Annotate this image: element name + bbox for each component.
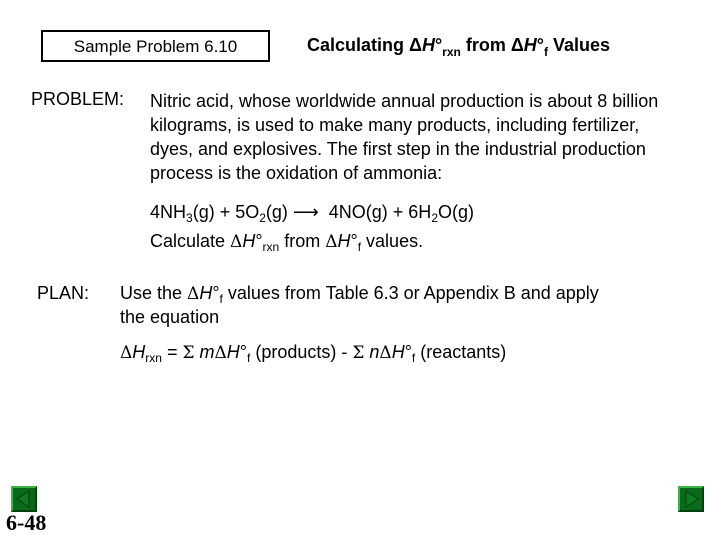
title-part: Calculating Δ <box>307 35 422 55</box>
eq-part: (g) <box>452 202 475 222</box>
eq2-part: (reactants) <box>415 342 507 362</box>
eq-part: (g) <box>365 202 388 222</box>
eq-part: + <box>214 202 236 222</box>
eq2-part: ° <box>404 342 412 362</box>
eq2-part: n <box>364 342 380 362</box>
eq-part: 3 <box>186 211 193 225</box>
eq2-part: Δ <box>379 343 392 363</box>
eq-part: 2 <box>259 211 266 225</box>
reaction-equation <box>150 202 474 225</box>
eq2-part: f <box>411 351 416 365</box>
eq-part: O <box>438 202 453 222</box>
eq-part: + <box>387 202 409 222</box>
page-title <box>307 35 610 59</box>
calc-part: from <box>279 231 326 251</box>
eq2-part: Σ <box>352 343 365 363</box>
calc-part: Δ <box>325 232 338 252</box>
eq-part: 4NO <box>328 202 366 222</box>
problem-label: PROBLEM: <box>31 89 125 109</box>
plan-part: H <box>199 283 213 303</box>
eq2-part: H <box>391 342 405 362</box>
calc-part: H <box>337 231 351 251</box>
plan-part: values from Table 6.3 or Appendix B and apply <box>222 283 599 303</box>
eq2-part: H <box>132 342 146 362</box>
plan-label: PLAN: <box>37 283 90 303</box>
eq2-part: ° <box>239 342 247 362</box>
title-part: from Δ <box>460 35 524 55</box>
reaction-arrow-icon: ⟶ <box>292 202 319 223</box>
title-part: rxn <box>442 45 461 59</box>
prev-slide-button[interactable] <box>11 486 37 512</box>
plan-part: Use the <box>120 283 188 303</box>
eq-part: 6H <box>408 202 432 222</box>
calc-part: Calculate <box>150 231 231 251</box>
calc-part: ° <box>350 231 358 251</box>
plan-part: ° <box>212 283 220 303</box>
plan-text-line1 <box>120 283 599 306</box>
eq2-part: H <box>226 342 240 362</box>
calculate-instruction <box>150 231 423 254</box>
problem-text: Nitric acid, whose worldwide annual production is about 8 billion kilograms, is used to make many products, including fertilizer, dyes, and explosives. The first step in the industrial production process is the oxidation of ammonia: <box>150 91 659 183</box>
eq2-part: rxn <box>145 351 162 365</box>
eq2-part: = <box>161 342 183 362</box>
title-part: ° <box>434 35 443 55</box>
title-part: Values <box>548 35 611 55</box>
title-part: H <box>523 35 537 55</box>
enthalpy-equation <box>120 342 506 365</box>
eq2-part: Σ <box>182 343 195 363</box>
eq-part: 2 <box>431 211 438 225</box>
calc-part: Δ <box>230 232 243 252</box>
plan-part: Δ <box>187 284 200 304</box>
title-part: H <box>421 35 435 55</box>
eq-part: (g) <box>265 202 288 222</box>
next-slide-button[interactable] <box>678 486 704 512</box>
calc-part: H <box>242 231 256 251</box>
title-part: ° <box>536 35 544 55</box>
eq-part: (g) <box>192 202 215 222</box>
eq2-part: (products) - <box>250 342 353 362</box>
eq2-part: Δ <box>120 343 133 363</box>
calc-part: ° <box>255 231 263 251</box>
eq-part: 4NH <box>150 202 187 222</box>
eq-part: 5O <box>235 202 260 222</box>
title-part: f <box>544 45 548 59</box>
calc-part: values. <box>361 231 424 251</box>
eq2-part: m <box>194 342 215 362</box>
eq2-part: Δ <box>214 343 227 363</box>
page-number: 6-48 <box>6 510 47 535</box>
left-triangle-arrow-icon <box>13 488 35 510</box>
eq2-part: f <box>246 351 251 365</box>
calc-part: f <box>357 240 362 254</box>
calc-part: rxn <box>262 240 280 254</box>
plan-part: f <box>219 292 223 306</box>
plan-text-line2: the equation <box>120 307 220 327</box>
sample-problem-label: Sample Problem 6.10 <box>41 30 270 62</box>
right-triangle-arrow-icon <box>680 488 702 510</box>
